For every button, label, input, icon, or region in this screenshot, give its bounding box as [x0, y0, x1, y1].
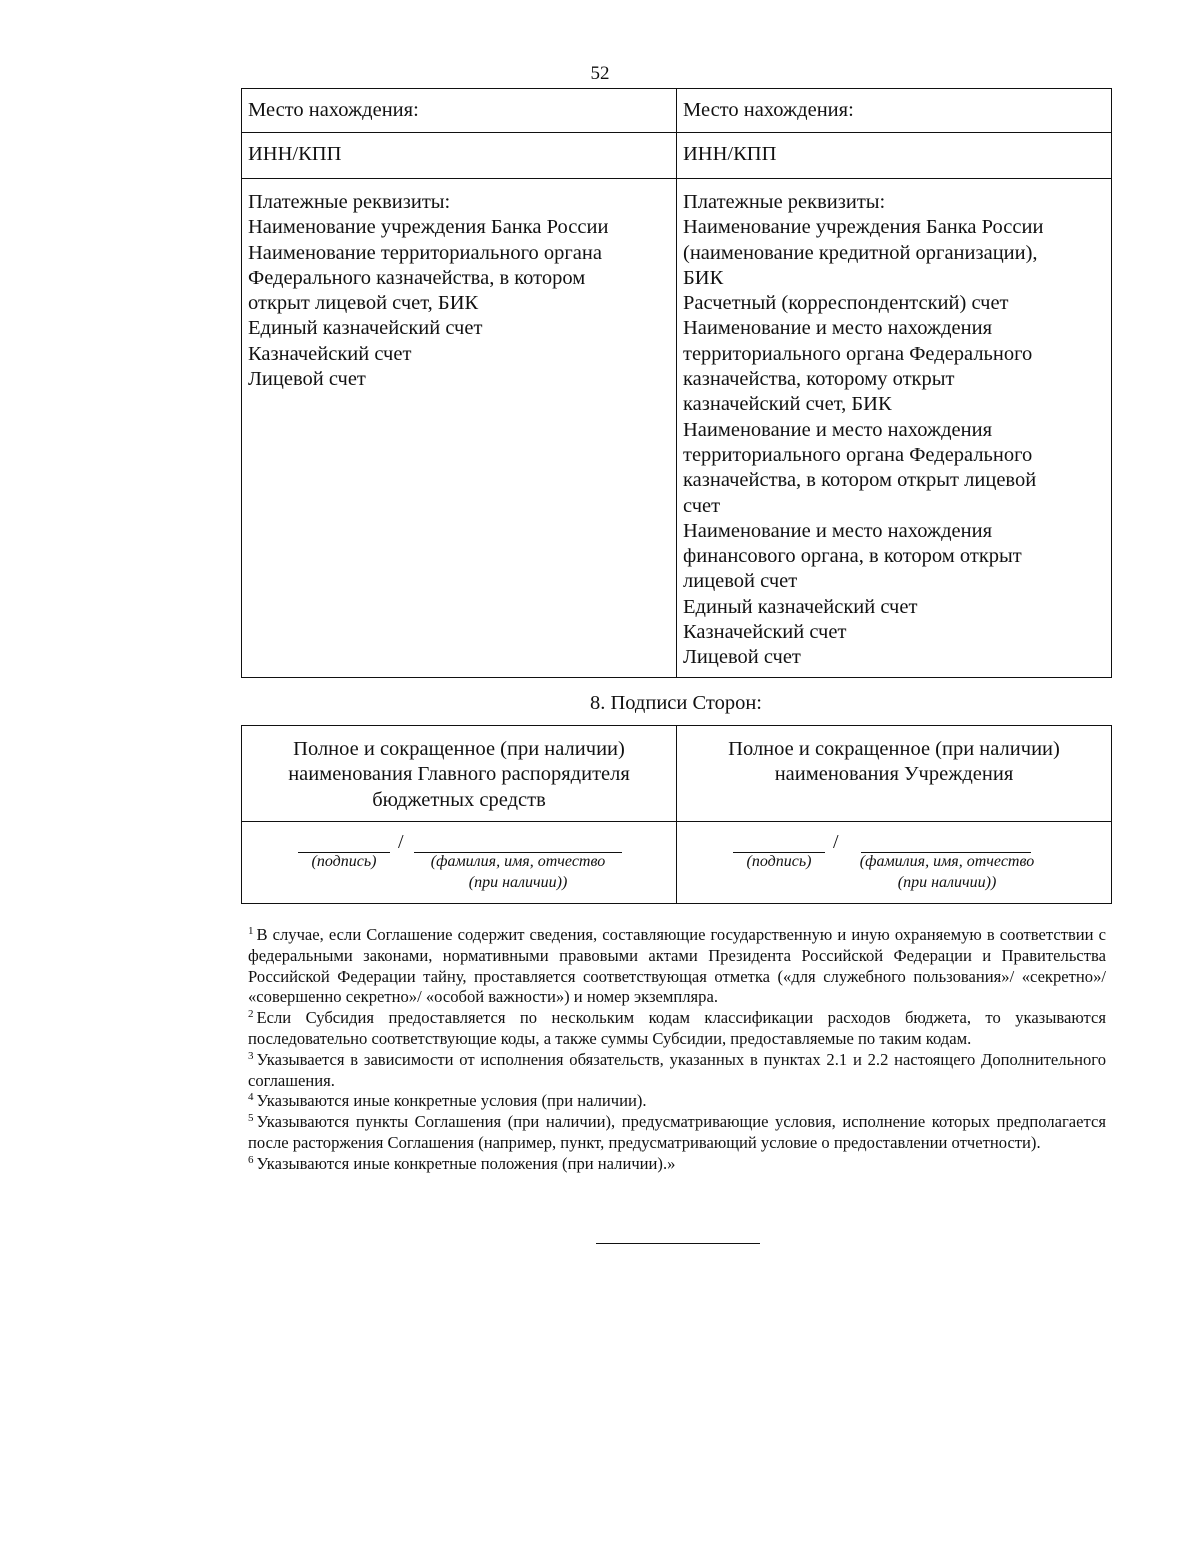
footnote-mark: 1: [248, 925, 254, 937]
inn-kpp-row: [242, 133, 1112, 179]
payment-details-row: [242, 179, 1112, 678]
end-divider: [596, 1243, 760, 1244]
payment-line: территориального органа Федерального: [683, 342, 1033, 365]
name-blank: [861, 832, 1031, 853]
left-signature-cell: [242, 822, 677, 904]
payment-line: казначейский счет, БИК: [683, 393, 892, 416]
footnote-mark: 4: [248, 1091, 254, 1104]
payment-line: Наименование территориального органа: [248, 241, 602, 264]
footnote-mark: 3: [248, 1049, 254, 1062]
signature-blank: [733, 832, 825, 853]
footnote-mark: 2: [248, 1008, 254, 1021]
footnote-text: Указывается в зависимости от исполнения обязательств, указанных в пунктах 2.1 и 2.2 настоящего Дополнительного соглашения.: [248, 1049, 1106, 1090]
signatures-table: [241, 725, 1112, 904]
payment-line: открыт лицевой счет, БИК: [248, 292, 479, 315]
payment-line: казначейства, которому открыт: [683, 368, 955, 391]
footnote: [248, 1008, 1106, 1050]
heading-line: наименования Главного распорядителя: [288, 763, 630, 786]
page-number: 52: [590, 63, 610, 84]
payment-line: Казначейский счет: [248, 342, 412, 365]
footnote: [248, 1154, 1106, 1175]
footnote: [248, 1050, 1106, 1092]
footnote: [248, 925, 1106, 1008]
name-caption: (фамилия, имя, отчество: [430, 853, 606, 870]
signatures-section-title: 8. Подписи Сторон:: [589, 692, 763, 714]
signature-blank: [298, 832, 390, 853]
payment-line: Единый казначейский счет: [248, 317, 483, 340]
payment-line: Лицевой счет: [248, 368, 366, 391]
payment-line: БИК: [683, 266, 724, 289]
name-caption-cont: (при наличии)): [468, 874, 568, 891]
payment-line: Расчетный (корреспондентский) счет: [683, 292, 1009, 315]
payment-line: территориального органа Федерального: [683, 443, 1033, 466]
payment-line: Наименование и место нахождения: [683, 418, 993, 441]
payment-line: Наименование учреждения Банка России: [683, 216, 1044, 239]
payment-line: Платежные реквизиты:: [683, 191, 886, 213]
footnote-text: Указываются иные конкретные условия (при наличии).: [256, 1091, 647, 1111]
signature-row: [242, 822, 1112, 904]
footnote-text: Указываются пункты Соглашения (при наличии), предусматривающие условия, исполнение которых предполагается после расторжения Соглашения (например, пункт, предусматривающий условие о предоставлении отчетности).: [248, 1112, 1106, 1152]
payment-line: Лицевой счет: [683, 646, 801, 669]
payment-line: казначейства, в котором открыт лицевой: [683, 469, 1037, 492]
heading-line: бюджетных средств: [372, 788, 546, 811]
requisites-table: [241, 88, 1112, 678]
right-inn-kpp: ИНН/КПП: [677, 133, 1112, 179]
payment-line: Наименование и место нахождения: [683, 519, 993, 542]
left-payment-details: [242, 179, 677, 678]
footnote-text: Указываются иные конкретные положения (при наличии).»: [256, 1153, 676, 1173]
payment-line: Федерального казначейства, в котором: [248, 266, 586, 289]
signature-caption: (подпись): [746, 853, 812, 870]
right-signature-cell: [677, 822, 1112, 904]
party-names-row: [242, 726, 1112, 822]
right-payment-details: [677, 179, 1112, 678]
payment-line: финансового органа, в котором открыт: [683, 545, 1022, 568]
heading-line: наименования Учреждения: [774, 763, 1014, 786]
location-row: [242, 89, 1112, 133]
name-caption-cont: (при наличии)): [897, 874, 997, 891]
separator-slash: /: [398, 831, 404, 853]
footnote-mark: 5: [248, 1112, 254, 1125]
payment-line: Казначейский счет: [683, 621, 847, 644]
left-party-heading: [242, 726, 677, 822]
right-party-heading: [677, 726, 1112, 822]
heading-line: Полное и сокращенное (при наличии): [728, 738, 1060, 760]
footnote: [248, 1112, 1106, 1154]
name-caption: (фамилия, имя, отчество: [859, 853, 1035, 870]
payment-line: Платежные реквизиты:: [248, 191, 451, 213]
footnote-text: Если Субсидия предоставляется по нескольким кодам классификации расходов бюджета, то указываются последовательно соответствующие коды, а также суммы Субсидии, предоставляемые по таким кодам.: [248, 1008, 1106, 1048]
footnote: [248, 1091, 1106, 1112]
right-signature-block: [677, 832, 1111, 902]
name-blank: [414, 832, 622, 853]
left-location: Место нахождения:: [242, 89, 677, 133]
payment-line: Единый казначейский счет: [683, 595, 918, 618]
right-location: Место нахождения:: [677, 89, 1112, 133]
left-signature-block: [242, 832, 676, 902]
left-inn-kpp: ИНН/КПП: [242, 133, 677, 179]
footnote-mark: 6: [248, 1153, 254, 1166]
payment-line: счет: [683, 494, 721, 517]
payment-line: Наименование учреждения Банка России: [248, 216, 609, 239]
payment-line: (наименование кредитной организации),: [683, 241, 1038, 264]
footnotes: [248, 925, 1106, 1175]
separator-slash: /: [833, 831, 839, 853]
payment-line: Наименование и место нахождения: [683, 317, 993, 340]
heading-line: Полное и сокращенное (при наличии): [293, 738, 625, 760]
payment-line: лицевой счет: [683, 570, 798, 593]
footnote-text: В случае, если Соглашение содержит сведения, составляющие государственную и иную охраняемую в соответствии с федеральными законами, нормативными правовыми актами Президента Российской Федерации и Правительства Российской Федерации тайну, проставляется соответствующая отметка («для служебного пользования»/ «секретно»/ «совершенно секретно»/ «особой важности») и номер экземпляра.: [248, 925, 1106, 1007]
signature-caption: (подпись): [311, 853, 377, 870]
